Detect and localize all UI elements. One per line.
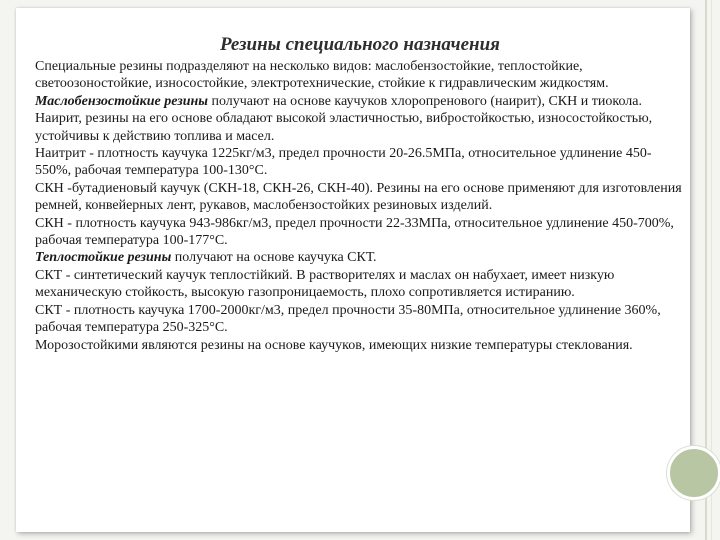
paragraph-text: СКН -бутадиеновый каучук (СКН-18, СКН-26, СКН-40). Резины на его основе применяют для изготовления ремней, конвейерных лент, рукавов, маслобензостойких резиновых изделий.	[35, 180, 682, 214]
paragraph-skn	[35, 180, 685, 215]
paragraph-text: СКТ - плотность каучука 1700-2000кг/м3, предел прочности 35-80МПа, относительное удлинение 360%, рабочая температура 250-325°С.	[35, 302, 661, 336]
paragraph-text: СКТ - синтетический каучук теплостійкий. В растворителях и маслах он набухает, имеет низкую механическую стойкость, высокую газопроницаемость, плохо сопротивляется истиранию.	[35, 267, 615, 301]
paragraph-heading: Маслобензостойкие резины	[35, 93, 208, 109]
paragraph-nairit	[35, 110, 685, 145]
paragraph-text: Наитрит - плотность каучука 1225кг/м3, предел прочности 20-26.5МПа, относительное удлинение 450-550%, рабочая температура 100-130°С.	[35, 146, 652, 179]
paragraph-heading: Теплостойкие резины	[35, 250, 172, 266]
paragraph-text: Морозостойкими являются резины на основе каучуков, имеющих низкие температуры стеклования.	[35, 337, 633, 353]
paragraph-skt-properties	[35, 302, 685, 337]
paragraph-text: получают на основе каучука СКТ.	[171, 250, 377, 266]
paragraph-nairit-properties	[35, 145, 685, 180]
paragraph-text: Специальные резины подразделяют на несколько видов: маслобензостойкие, теплостойкие, светоозоностойкие, износостойкие, электротехнические, стойкие к гидравлическим жидкостям.	[35, 59, 609, 92]
slide-title: Резины специального назначения	[220, 34, 500, 55]
slide-body	[35, 58, 685, 354]
paragraph-intro	[35, 58, 685, 93]
paragraph-text: получают на основе каучуков хлоропренового (наирит), СКН и тиокола.	[207, 93, 642, 109]
paragraph-frost-resistant	[35, 337, 685, 354]
paragraph-text: Наирит, резины на его основе обладают высокой эластичностью, вибростойкостью, износостойкостью, устойчивы к действию топлива и масел.	[35, 111, 653, 144]
paragraph-heat-resistant	[35, 249, 685, 266]
paragraph-skt	[35, 267, 685, 302]
decorative-circle	[667, 446, 720, 500]
paragraph-oil-resistant	[35, 93, 685, 110]
paragraph-text: СКН - плотность каучука 943-986кг/м3, предел прочности 22-33МПа, относительное удлинение 450-700%, рабочая температура 100-177°С.	[35, 215, 674, 249]
paragraph-skn-properties	[35, 215, 685, 250]
